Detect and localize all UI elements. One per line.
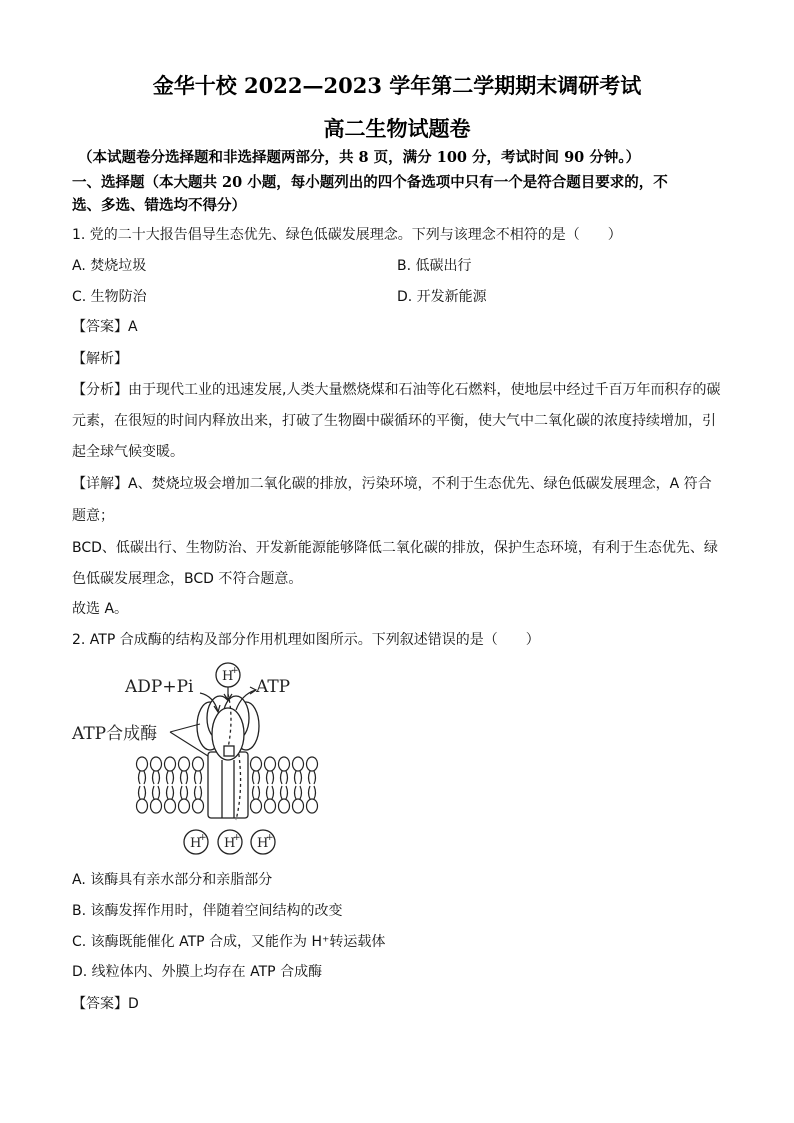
svg-text:H: H [224,836,236,851]
label-adp-pi: ADP+Pi [125,677,194,697]
label-atp-synthase: ATP合成酶 [72,724,158,744]
q1-option-b: B. 低碳出行 [397,258,472,274]
q1-answer: 【答案】A [72,319,138,335]
q2-option-c: C. 该酶既能催化 ATP 合成，又能作为 H⁺转运载体 [72,934,386,950]
q1-analysis-line2: 元素，在很短的时间内释放出来，打破了生物圈中碳循环的平衡，使大气中二氧化碳的浓度持续增加，引 [72,413,716,429]
enzyme-head [197,694,259,760]
h-ion-bottom-3 [251,830,275,854]
q1-detail-line4: 色低碳发展理念，BCD 不符合题意。 [72,571,303,587]
exam-title: 金华十校 2022—2023 学年第二学期期末调研考试 [152,73,642,98]
q1-conclusion: 故选 A。 [72,601,129,617]
section-heading-line2: 选、多选、错选均不得分） [72,197,246,214]
q1-analysis-line1: 【分析】由于现代工业的迅速发展,人类大量燃烧煤和石油等化石燃料，使地层中经过千百万年而积存的碳 [72,382,721,398]
exam-note: （本试题卷分选择题和非选择题两部分，共 8 页，满分 100 分，考试时间 90 分钟。） [78,149,641,166]
atp-synthase-diagram [70,660,330,860]
svg-text:H: H [222,669,234,684]
q1-analysis-line3: 起全球气候变暖。 [72,444,184,460]
q2-option-d: D. 线粒体内、外膜上均存在 ATP 合成酶 [72,964,323,980]
q1-detail-line3: BCD、低碳出行、生物防治、开发新能源能够降低二氧化碳的排放，保护生态环境，有利于生态优先、绿 [72,540,718,556]
q1-option-a: A. 焚烧垃圾 [72,258,147,274]
q1-analysis-label: 【解析】 [72,351,128,367]
svg-text:+: + [231,666,239,676]
svg-text:+: + [199,833,207,843]
svg-text:+: + [233,833,241,843]
q2-option-b: B. 该酶发挥作用时，伴随着空间结构的改变 [72,903,343,919]
h-ion-bottom-2 [218,830,242,854]
svg-text:H: H [190,836,202,851]
atp-synthase-figure [70,660,330,860]
h-ion-top [216,663,240,700]
q2-stem: 2. ATP 合成酶的结构及部分作用机理如图所示。下列叙述错误的是（ ） [72,632,540,648]
q1-detail-line2: 题意； [72,508,114,524]
section-heading-line1: 一、选择题（本大题共 20 小题，每小题列出的四个备选项中只有一个是符合题目要求的，不 [72,174,668,191]
exam-subtitle: 高二生物试题卷 [323,116,471,141]
svg-text:H: H [257,836,269,851]
q2-option-a: A. 该酶具有亲水部分和亲脂部分 [72,872,273,888]
svg-text:+: + [266,833,274,843]
q2-answer: 【答案】D [72,996,139,1012]
h-ion-bottom-1 [184,830,208,854]
q1-option-d: D. 开发新能源 [397,289,487,305]
q1-option-c: C. 生物防治 [72,289,147,305]
label-atp: ATP [256,677,291,697]
q1-detail-line1: 【详解】A、焚烧垃圾会增加二氧化碳的排放，污染环境，不利于生态优先、绿色低碳发展理念，A 符合 [72,476,712,492]
q1-stem: 1. 党的二十大报告倡导生态优先、绿色低碳发展理念。下列与该理念不相符的是（ ） [72,227,622,243]
